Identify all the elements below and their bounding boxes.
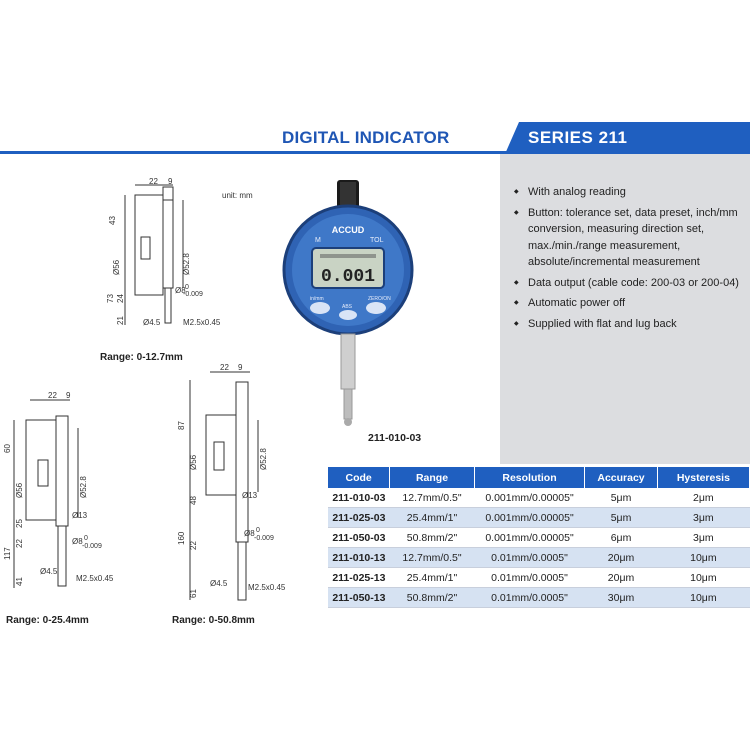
dim-label: Ø4.5 bbox=[40, 567, 58, 576]
cell-range: 12.7mm/0.5" bbox=[390, 488, 474, 508]
dim-label: 25 bbox=[15, 519, 24, 528]
cell-range: 50.8mm/2" bbox=[390, 528, 474, 548]
cell-accuracy: 30μm bbox=[585, 588, 657, 608]
dim-label: 0 bbox=[185, 284, 189, 291]
cell-resolution: 0.001mm/0.00005" bbox=[474, 528, 585, 548]
table-row bbox=[328, 528, 750, 548]
drawing-range-12 bbox=[105, 175, 240, 340]
dim-label: M2.5x0.45 bbox=[248, 583, 286, 592]
cell-code: 211-025-03 bbox=[328, 508, 390, 528]
cell-accuracy: 20μm bbox=[585, 568, 657, 588]
button-zero bbox=[366, 302, 386, 314]
dim-label: Ø13 bbox=[242, 491, 258, 500]
button-label: in/mm bbox=[310, 296, 324, 302]
dim-label: Ø13 bbox=[72, 511, 88, 520]
dim-label: 22 bbox=[15, 539, 24, 548]
dim-label: Ø52.8 bbox=[79, 476, 88, 498]
table-header-row bbox=[328, 467, 750, 488]
dim-label: 22 bbox=[220, 363, 229, 372]
cell-resolution: 0.001mm/0.00005" bbox=[474, 488, 585, 508]
series-title: SERIES 211 bbox=[528, 128, 628, 147]
unit-note: unit: mm bbox=[222, 191, 253, 200]
dim-label: Ø52.8 bbox=[182, 253, 191, 275]
dim-label: Ø4.5 bbox=[210, 579, 228, 588]
feature-list bbox=[512, 184, 750, 336]
column-header: Range bbox=[390, 467, 474, 488]
column-header: Resolution bbox=[474, 467, 585, 488]
cell-code: 211-050-03 bbox=[328, 528, 390, 548]
table-row bbox=[328, 508, 750, 528]
dim-label: Ø8 bbox=[244, 529, 255, 538]
dim-label: Ø52.8 bbox=[259, 448, 268, 470]
table-row bbox=[328, 488, 750, 508]
dim-label: 9 bbox=[168, 177, 173, 186]
button-abs bbox=[339, 310, 357, 320]
dim-label: 0 bbox=[84, 535, 88, 542]
dim-label: -0.009 bbox=[254, 535, 274, 542]
feature-item: ◆ Automatic power off bbox=[512, 295, 750, 312]
cell-accuracy: 5μm bbox=[585, 508, 657, 528]
range-label: Range: 0-50.8mm bbox=[172, 615, 255, 626]
dim-label: 22 bbox=[149, 177, 158, 186]
range-label: Range: 0-25.4mm bbox=[6, 615, 89, 626]
cell-resolution: 0.01mm/0.0005" bbox=[474, 548, 585, 568]
cell-range: 50.8mm/2" bbox=[390, 588, 474, 608]
cell-code: 211-010-03 bbox=[328, 488, 390, 508]
drawing-range-50 bbox=[170, 360, 300, 608]
spindle bbox=[344, 389, 352, 419]
feature-item: ◆ Button: tolerance set, data preset, inch/mm conversion, measuring direction set, max./min./range measurement, absolute/incremental measurement bbox=[512, 205, 750, 271]
cell-code: 211-010-13 bbox=[328, 548, 390, 568]
table-row bbox=[328, 568, 750, 588]
cell-resolution: 0.01mm/0.0005" bbox=[474, 568, 585, 588]
cell-accuracy: 6μm bbox=[585, 528, 657, 548]
dim-label: 9 bbox=[238, 363, 243, 372]
dim-label: M2.5x0.45 bbox=[76, 574, 114, 583]
cell-range: 25.4mm/1" bbox=[390, 568, 474, 588]
column-header: Hysteresis bbox=[657, 467, 749, 488]
dim-label: M2.5x0.45 bbox=[183, 318, 221, 327]
dim-label: 21 bbox=[116, 316, 125, 325]
feature-item: ◆ Data output (cable code: 200-03 or 200-04) bbox=[512, 275, 750, 292]
dim-label: 41 bbox=[15, 577, 24, 586]
feature-item: ◆ With analog reading bbox=[512, 184, 750, 201]
dim-label: 24 bbox=[116, 294, 125, 303]
cell-hysteresis: 3μm bbox=[657, 528, 749, 548]
button-label: M bbox=[315, 237, 321, 244]
drawing-range-25 bbox=[0, 388, 125, 608]
cell-hysteresis: 10μm bbox=[657, 588, 749, 608]
dim-label: 0 bbox=[256, 527, 260, 534]
dim-label: 9 bbox=[66, 391, 71, 400]
dim-label: Ø8 bbox=[175, 286, 186, 295]
dim-label: 48 bbox=[189, 496, 198, 505]
dim-label: -0.009 bbox=[183, 291, 203, 298]
button-label: ZERO/ON bbox=[368, 296, 391, 302]
dim-label: 22 bbox=[48, 391, 57, 400]
cell-hysteresis: 10μm bbox=[657, 568, 749, 588]
model-label: 211-010-03 bbox=[368, 432, 422, 444]
cell-range: 25.4mm/1" bbox=[390, 508, 474, 528]
dim-label: 87 bbox=[177, 421, 186, 430]
table-row bbox=[328, 548, 750, 568]
brand-logo: ACCUD bbox=[331, 225, 365, 235]
cell-hysteresis: 10μm bbox=[657, 548, 749, 568]
lower-stem bbox=[341, 334, 355, 389]
table-row bbox=[328, 588, 750, 608]
cell-hysteresis: 2μm bbox=[657, 488, 749, 508]
cell-resolution: 0.001mm/0.00005" bbox=[474, 508, 585, 528]
dim-label: 73 bbox=[106, 294, 115, 303]
column-header: Accuracy bbox=[585, 467, 657, 488]
button-label: ABS bbox=[342, 304, 353, 310]
page-title: DIGITAL INDICATOR bbox=[282, 128, 450, 147]
cell-hysteresis: 3μm bbox=[657, 508, 749, 528]
cell-resolution: 0.01mm/0.0005" bbox=[474, 588, 585, 608]
cell-accuracy: 5μm bbox=[585, 488, 657, 508]
cell-accuracy: 20μm bbox=[585, 548, 657, 568]
column-header: Code bbox=[328, 467, 390, 488]
dim-label: Ø56 bbox=[112, 259, 121, 275]
button-inmm bbox=[310, 302, 330, 314]
dim-label: Ø8 bbox=[72, 537, 83, 546]
contact-point bbox=[344, 418, 352, 426]
spec-table bbox=[328, 467, 750, 608]
button-label: TOL bbox=[370, 237, 384, 244]
cell-code: 211-025-13 bbox=[328, 568, 390, 588]
dim-label: 22 bbox=[189, 541, 198, 550]
dim-label: 117 bbox=[3, 547, 12, 560]
dim-label: Ø4.5 bbox=[143, 318, 161, 327]
cell-code: 211-050-13 bbox=[328, 588, 390, 608]
dim-label: -0.009 bbox=[82, 543, 102, 550]
dim-label: 160 bbox=[177, 531, 186, 545]
dim-label: Ø56 bbox=[189, 454, 198, 470]
lcd-reading: 0.001 bbox=[320, 267, 376, 287]
feature-item: ◆ Supplied with flat and lug back bbox=[512, 316, 750, 333]
dim-label: 61 bbox=[189, 589, 198, 598]
dim-label: 60 bbox=[3, 444, 12, 453]
cell-range: 12.7mm/0.5" bbox=[390, 548, 474, 568]
dim-label: 43 bbox=[108, 216, 117, 225]
range-label: Range: 0-12.7mm bbox=[100, 352, 183, 363]
indicator-image bbox=[280, 170, 420, 430]
dim-label: Ø56 bbox=[15, 482, 24, 498]
